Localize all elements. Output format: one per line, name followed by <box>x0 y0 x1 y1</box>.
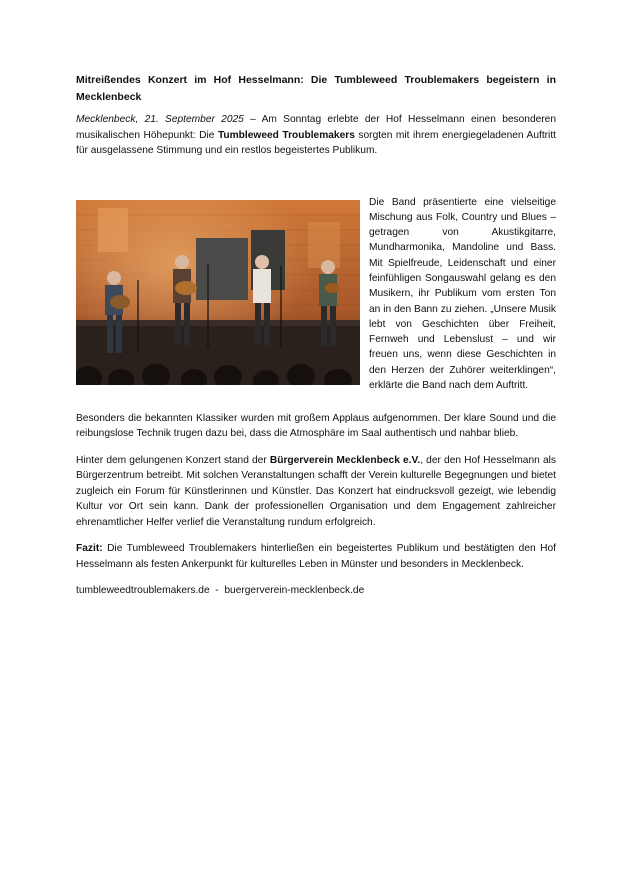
paragraph-organizer <box>76 453 556 531</box>
lead-band-name: Tumbleweed Troublemakers <box>217 129 355 141</box>
concert-photo-graphic <box>76 200 360 385</box>
lead-place-date: Mecklenbeck, 21. September 2025 <box>76 114 244 125</box>
band-description: Die Band präsentierte eine vielseitige Mischung aus Folk, Country und Blues – getragen von Akustikgitarre, Mundharmonika, Mandoline und Bass. Mit Spielfreude, Leidenschaft und einer feinfühligen Songauswahl gelang es den Musikern, ihr Publikum vom ersten Ton an in den Bann zu ziehen. „Unsere Musik lebt von Geschichten über Freiheit, Fernweh und Lebenslust – und wir freuen uns, wenn diese Geschichten in den Herzen der Zuhörer weiterklingen“, erklärte die Band nach dem Auftritt. <box>369 196 556 392</box>
link-band-site[interactable]: tumbleweedtroublemakers.de <box>76 585 210 596</box>
links-line <box>76 583 556 599</box>
article-title: Mitreißendes Konzert im Hof Hesselmann: Die Tumbleweed Troublemakers begeistern in Mecklenbeck <box>76 74 556 103</box>
paragraph-fazit <box>76 541 556 572</box>
organizer-text-b: , der den Hof Hesselmann als Bürgerzentrum betreibt. Mit solchen Veranstaltungen schafft der Verein kulturelle Begegnungen und bietet zugleich ein Forum für Künstlerinnen und Künstler. Das Konzert hat eindrucksvoll gezeigt, wie lebendig Kultur vor Ort sein kann. Dank der professionellen Organisation und dem Engagement zahlreicher ehrenamtlicher Helfer verlief die Veranstaltung rundum erfolgreich. <box>76 454 556 528</box>
fazit-text: Die Tumbleweed Troublemakers hinterließen ein begeistertes Publikum und bestätigten den Hof Hesselmann als festen Ankerpunkt für kulturelles Leben in Münster und besonders in Mecklenbeck. <box>76 543 556 570</box>
lead-paragraph <box>76 112 556 159</box>
lead-text-2: sorgten mit ihrem energiegeladenen Auftritt für ausgelassene Stimmung und ein restlos begeistertes Publikum. <box>76 129 556 156</box>
photo-and-text-block <box>76 195 556 411</box>
link-separator: - <box>209 585 225 596</box>
fazit-label: Fazit: <box>76 543 103 554</box>
organizer-name: Bürgerverein Mecklenbeck e.V. <box>269 454 421 466</box>
document-page <box>76 72 556 599</box>
link-verein-site[interactable]: buergerverein-mecklenbeck.de <box>224 585 365 596</box>
paragraph-applause: Besonders die bekannten Klassiker wurden mit großem Applaus aufgenommen. Der klare Sound und die reibungslose Technik trugen dazu bei, dass die Atmosphäre im Saal authentisch und nahbar blieb. <box>76 412 556 439</box>
lead-text-1: – Am Sonntag erlebte der Hof Hesselmann einen besonderen musikalischen Höhepunkt: Die <box>76 114 557 141</box>
organizer-text-a: Hinter dem gelungenen Konzert stand der <box>76 454 270 466</box>
concert-photo <box>76 200 360 385</box>
